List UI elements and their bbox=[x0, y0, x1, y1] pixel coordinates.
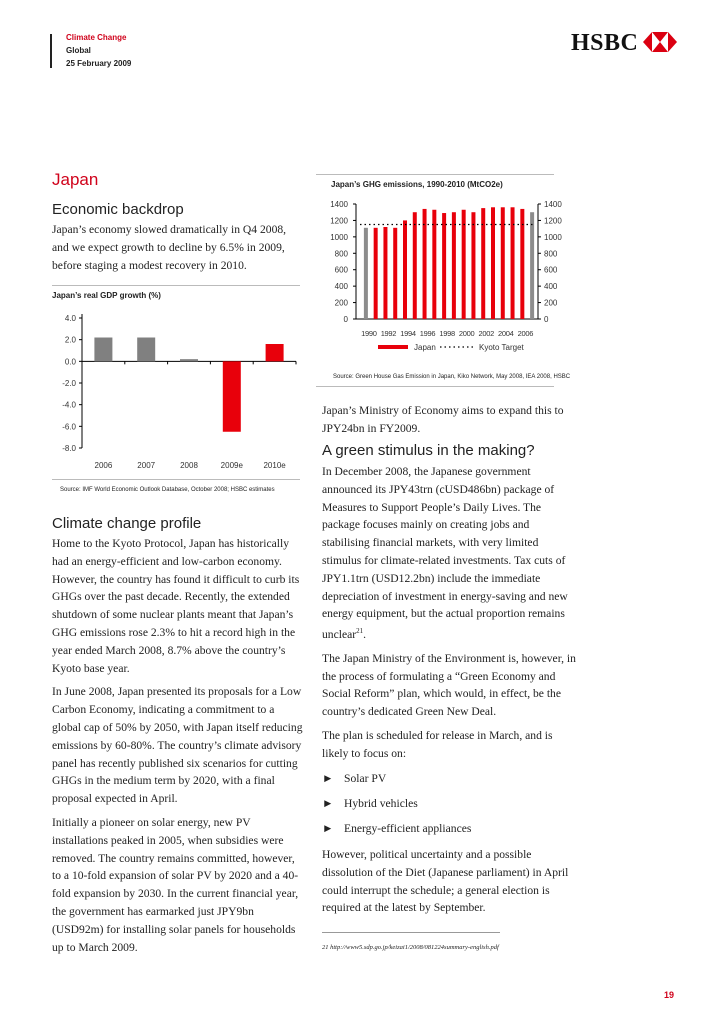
legend-japan-swatch bbox=[378, 345, 408, 349]
ghg-x-tick-label: 1996 bbox=[419, 329, 436, 338]
bullet-item bbox=[322, 797, 418, 810]
closing-para-text: However, political uncertainty and a possible dissolution of the Diet (Japanese parliament) in April could interrupt the schedule; a general election is required at the latest by September. bbox=[322, 848, 569, 915]
gdp-y-tick-label: -6.0 bbox=[62, 422, 76, 432]
gdp-x-tick-label: 2006 bbox=[94, 461, 113, 470]
ghg-y-tick-label-right: 400 bbox=[544, 282, 558, 292]
ministry-paragraph bbox=[322, 402, 578, 444]
ghg-bar bbox=[462, 210, 466, 319]
bullet-label: Energy-efficient appliances bbox=[344, 822, 472, 835]
ghg-bar bbox=[432, 210, 436, 319]
economic-backdrop-heading: Economic backdrop bbox=[52, 201, 184, 218]
ghg-y-tick-label-left: 400 bbox=[334, 282, 348, 292]
gdp-y-tick-label: 0.0 bbox=[64, 357, 76, 367]
ghg-x-tick-label: 2002 bbox=[478, 329, 494, 338]
ghg-bar bbox=[383, 227, 387, 319]
ghg-bar bbox=[423, 209, 427, 319]
ghg-y-tick-label-left: 1400 bbox=[330, 200, 348, 209]
bullet-item bbox=[322, 772, 386, 785]
ghg-x-tick-label: 2000 bbox=[458, 329, 475, 338]
ghg-y-tick-label-left: 0 bbox=[343, 315, 348, 324]
header-rule bbox=[50, 34, 52, 68]
ghg-chart bbox=[316, 194, 570, 366]
bullet-arrow-icon: ► bbox=[322, 797, 334, 810]
ghg-chart-title: Japan’s GHG emissions, 1990-2010 (MtCO2e) bbox=[331, 180, 503, 189]
hsbc-hexagon-icon bbox=[643, 32, 677, 52]
ghg-x-tick-label: 1998 bbox=[439, 329, 455, 338]
gdp-x-tick-label: 2008 bbox=[180, 461, 198, 470]
page-number: 19 bbox=[664, 990, 675, 1000]
gdp-bar bbox=[266, 344, 284, 361]
gdp-y-tick-label: -4.0 bbox=[62, 400, 76, 410]
econ-para-text: Japan’s economy slowed dramatically in Q4 2008, and we expect growth to decline by 6.5% in 2009, before staging a modest recovery in 2010. bbox=[52, 223, 287, 272]
header-category: Climate Change bbox=[66, 33, 127, 42]
gdp-chart-title: Japan’s real GDP growth (%) bbox=[52, 291, 161, 300]
ghg-y-tick-label-right: 0 bbox=[544, 315, 549, 324]
footnote-text: 21 http://www5.sdp.go.jp/keizai1/2008/081224summary-english.pdf bbox=[322, 944, 499, 951]
gdp-x-tick-label: 2009e bbox=[220, 461, 243, 470]
ghg-x-tick-label: 1994 bbox=[400, 329, 416, 338]
ghg-bar bbox=[403, 220, 407, 319]
plan-para: The plan is scheduled for release in March, and is likely to focus on: bbox=[322, 729, 553, 760]
ghg-y-tick-label-left: 800 bbox=[334, 249, 348, 259]
ghg-y-tick-label-right: 600 bbox=[544, 265, 558, 275]
gdp-x-tick-label: 2007 bbox=[137, 461, 156, 470]
country-title: Japan bbox=[52, 170, 99, 189]
ghg-y-tick-label-left: 600 bbox=[334, 265, 348, 275]
hsbc-logo-text: HSBC bbox=[571, 30, 639, 56]
environment-para: The Japan Ministry of the Environment is, however, in the process of formulating a “Green Economy and Social Reform” plan, which would, in effect, be the country’s dedicated Green New Deal. bbox=[322, 651, 576, 719]
bullet-label: Hybrid vehicles bbox=[344, 797, 418, 810]
green-stimulus-heading: A green stimulus in the making? bbox=[322, 442, 535, 459]
ghg-x-tick-label: 1990 bbox=[361, 329, 377, 338]
ghg-x-tick-label: 1992 bbox=[380, 329, 397, 338]
bullet-item bbox=[322, 822, 471, 835]
gdp-chart-top-rule bbox=[52, 285, 300, 286]
bullet-arrow-icon: ► bbox=[322, 822, 334, 835]
gdp-chart bbox=[52, 304, 304, 474]
ghg-y-tick-label-right: 1000 bbox=[544, 232, 562, 242]
ghg-bar bbox=[413, 212, 417, 319]
gdp-y-tick-label: 4.0 bbox=[64, 314, 76, 323]
ghg-bar bbox=[520, 209, 524, 319]
gdp-y-tick-label: 2.0 bbox=[64, 335, 76, 345]
ghg-chart-source: Source: Green House Gas Emission in Japan, Kiko Network, May 2008, IEA 2008, HSBC bbox=[333, 374, 571, 380]
gdp-bar bbox=[180, 359, 198, 361]
ghg-bar bbox=[452, 212, 456, 319]
gdp-chart-source: Source: IMF World Economic Outlook Database, October 2008; HSBC estimates bbox=[60, 487, 275, 493]
stimulus-body bbox=[322, 463, 578, 769]
gdp-bar bbox=[223, 361, 241, 431]
ghg-y-tick-label-right: 200 bbox=[544, 298, 558, 308]
gdp-y-tick-label: -8.0 bbox=[62, 444, 76, 453]
ghg-x-tick-label: 2006 bbox=[517, 329, 534, 338]
ghg-y-tick-label-right: 1200 bbox=[544, 216, 562, 226]
header-region: Global bbox=[66, 46, 91, 55]
ghg-bar bbox=[442, 213, 446, 319]
ghg-chart-top-rule bbox=[316, 174, 554, 175]
bullet-arrow-icon: ► bbox=[322, 772, 334, 785]
ghg-bar bbox=[471, 212, 475, 319]
ghg-y-tick-label-right: 1400 bbox=[544, 200, 562, 209]
ghg-bar bbox=[364, 228, 368, 319]
stimulus-para-end: . bbox=[363, 628, 367, 642]
stimulus-para-text: In December 2008, the Japanese government announced its JPY43trn (cUSD486bn) package of Measures to Support People’s Daily Lives. The package focuses mainly on creating jobs and stabilising financial markets, with very limited stimulus for climate-related investments. Tax cuts of JPY1.1trn (USD12.2bn) include the immediate depreciation of investment in energy-saving and new energy equipment, but the actual proportion remains unclear bbox=[322, 465, 568, 642]
climate-profile-heading: Climate change profile bbox=[52, 515, 202, 532]
footnote-rule bbox=[322, 932, 500, 933]
gdp-chart-bottom-rule bbox=[52, 479, 300, 480]
gdp-y-tick-label: -2.0 bbox=[62, 379, 76, 388]
header-date: 25 February 2009 bbox=[66, 59, 132, 68]
ghg-chart-bottom-rule bbox=[316, 386, 554, 387]
legend-japan-label: Japan bbox=[414, 343, 436, 352]
climate-para-1: Home to the Kyoto Protocol, Japan has historically had an energy-efficient and low-carbon economy. However, the country has found it difficult to curb its GHGs over the past decade. Recently, the extended shutdown of some nuclear plants meant that Japan’s GHG emissions rose 2.3% to hit a record high in the year ended March 2008, 8.7% above the country’s Kyoto base year. bbox=[52, 537, 300, 675]
ghg-bar bbox=[530, 212, 534, 319]
climate-profile-body bbox=[52, 535, 304, 962]
economic-backdrop-paragraph bbox=[52, 221, 304, 280]
legend-kyoto-label: Kyoto Target bbox=[479, 343, 524, 352]
gdp-x-tick-label: 2010e bbox=[263, 461, 286, 470]
ghg-bar bbox=[393, 228, 397, 319]
climate-para-3: Initially a pioneer on solar energy, new PV installations peaked in 2005, when subsidies were removed. The country remains committed, however, to a 10-fold expansion of solar PV by 2020 and a 40-fold expansion by 2030. In the current financial year, the government has earmarked just JPY9bn (USD92m) for installing solar panels for households up to March 2009. bbox=[52, 815, 299, 954]
ghg-bar bbox=[374, 228, 378, 319]
ghg-y-tick-label-right: 800 bbox=[544, 249, 558, 259]
ghg-y-tick-label-left: 1200 bbox=[330, 216, 348, 226]
ghg-x-tick-label: 2004 bbox=[498, 329, 514, 338]
footnote-reference: 21 bbox=[356, 627, 364, 636]
ghg-y-tick-label-left: 1000 bbox=[330, 232, 348, 242]
gdp-bar bbox=[137, 338, 155, 362]
bullet-label: Solar PV bbox=[344, 772, 387, 785]
climate-para-2: In June 2008, Japan presented its proposals for a Low Carbon Economy, indicating a commitment to a global cap of 50% by 2050, with Japan itself reducing emissions by 60-80%. The country’s climate advisory panel has recently published six scenarios for cutting GHGs in the medium term by 2020, with a final proposal expected in April. bbox=[52, 685, 303, 806]
stimulus-para bbox=[322, 463, 578, 644]
gdp-bar bbox=[94, 338, 112, 362]
ghg-y-tick-label-left: 200 bbox=[334, 298, 348, 308]
ministry-para-text: Japan’s Ministry of Economy aims to expand this to JPY24bn in FY2009. bbox=[322, 404, 564, 435]
closing-paragraph bbox=[322, 846, 578, 923]
